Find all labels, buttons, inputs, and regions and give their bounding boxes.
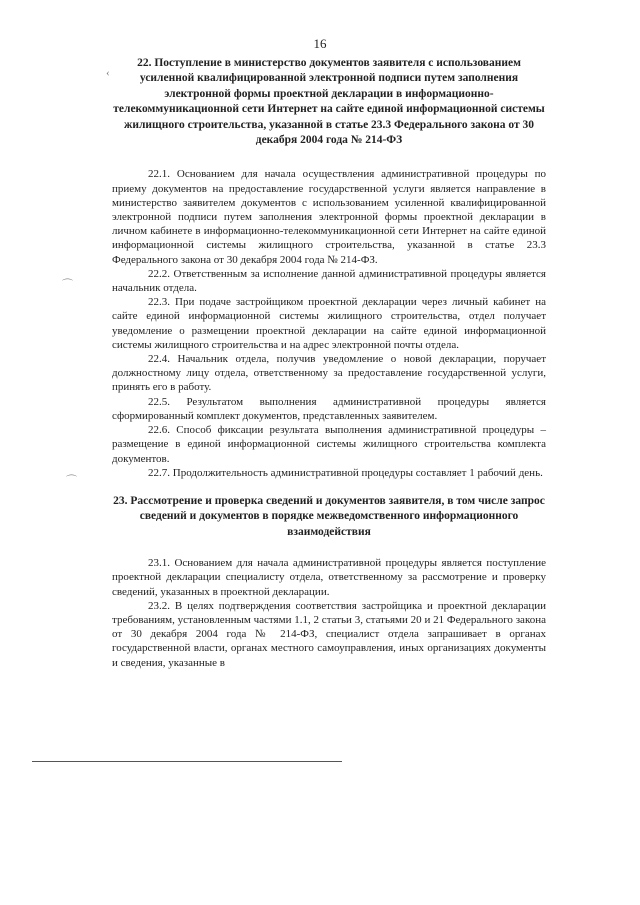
paragraph-22-7: 22.7. Продолжительность административной процедуры составляет 1 рабочий день. <box>148 466 543 479</box>
paragraph-22-5: 22.5. Результатом выполнения административной процедуры является сформированный комплект документов, представленных заявителем. <box>112 395 546 422</box>
document-body <box>112 56 546 670</box>
paragraph-22-2: 22.2. Ответственным за исполнение данной административной процедуры является начальник отдела. <box>112 267 546 295</box>
bottom-rule <box>32 761 342 762</box>
section-23-heading: 23. Рассмотрение и проверка сведений и документов заявителя, в том числе запрос сведений и документов в порядке межведомственного информационного взаимодействия <box>113 494 545 538</box>
paragraph-22-1: 22.1. Основанием для начала осуществления административной процедуры по приему документов на предоставление государственной услуги является направление в министерство заявителем документов с использованием усиленной квалифицированной электронной подписи путем заполнения электронной формы проектной декларации в личном кабинете в информационно-телекоммуникационной сети Интернет на сайте единой информационной системы жилищного строительства, указанной в статье 23.3 Федерального закона от 30 декабря 2004 года № 214-ФЗ. <box>112 168 546 266</box>
section-22-heading: 22. Поступление в министерство документов заявителя с использованием усиленной квалифицированной электронной подписи путем заполнения электронной формы проектной декларации в информационно-телекоммуникационной сети Интернет на сайте единой информационной системы жилищного строительства, указанной в статье 23.3 Федерального закона от 30 декабря 2004 года № 214-ФЗ <box>113 57 545 147</box>
paragraph-22-4: 22.4. Начальник отдела, получив уведомление о новой декларации, поручает должностному лицу отдела, ответственному за предоставление государственной услуги, принять его в работу. <box>112 353 546 394</box>
scan-mark-lower: ⌒ <box>66 475 77 487</box>
scan-mark-top: ‹ <box>106 67 110 79</box>
paragraph-22-6: 22.6. Способ фиксации результата выполнения административной процедуры – размещение в единой информационной системы жилищного строительства комплекта документов. <box>112 424 546 465</box>
paragraph-22-3: 22.3. При подаче застройщиком проектной декларации через личный кабинет на сайте единой информационной системы жилищного строительства, отдел получает уведомление о размещении проектной декларации на сайте единой информационной системы жилищного строительства и на адрес электронной почты отдела. <box>112 296 546 351</box>
page-number: 16 <box>313 36 327 51</box>
paragraph-23-1: 23.1. Основанием для начала административной процедуры является поступление проектной декларации специалисту отдела, ответственному за рассмотрение и проверку сведений, указанных в проектной декларации. <box>112 557 546 598</box>
paragraph-23-2: 23.2. В целях подтверждения соответствия застройщика и проектной декларации требованиям, установленным частями 1.1, 2 статьи 3, статьями 20 и 21 Федерального закона от 30 декабря 2004 года № 214-ФЗ, специалист отдела запрашивает в органах государственной власти, органах местного самоуправления, иных организациях документы и сведения, указанные в <box>112 599 546 669</box>
scan-mark-middle: ⌒ <box>62 279 73 291</box>
